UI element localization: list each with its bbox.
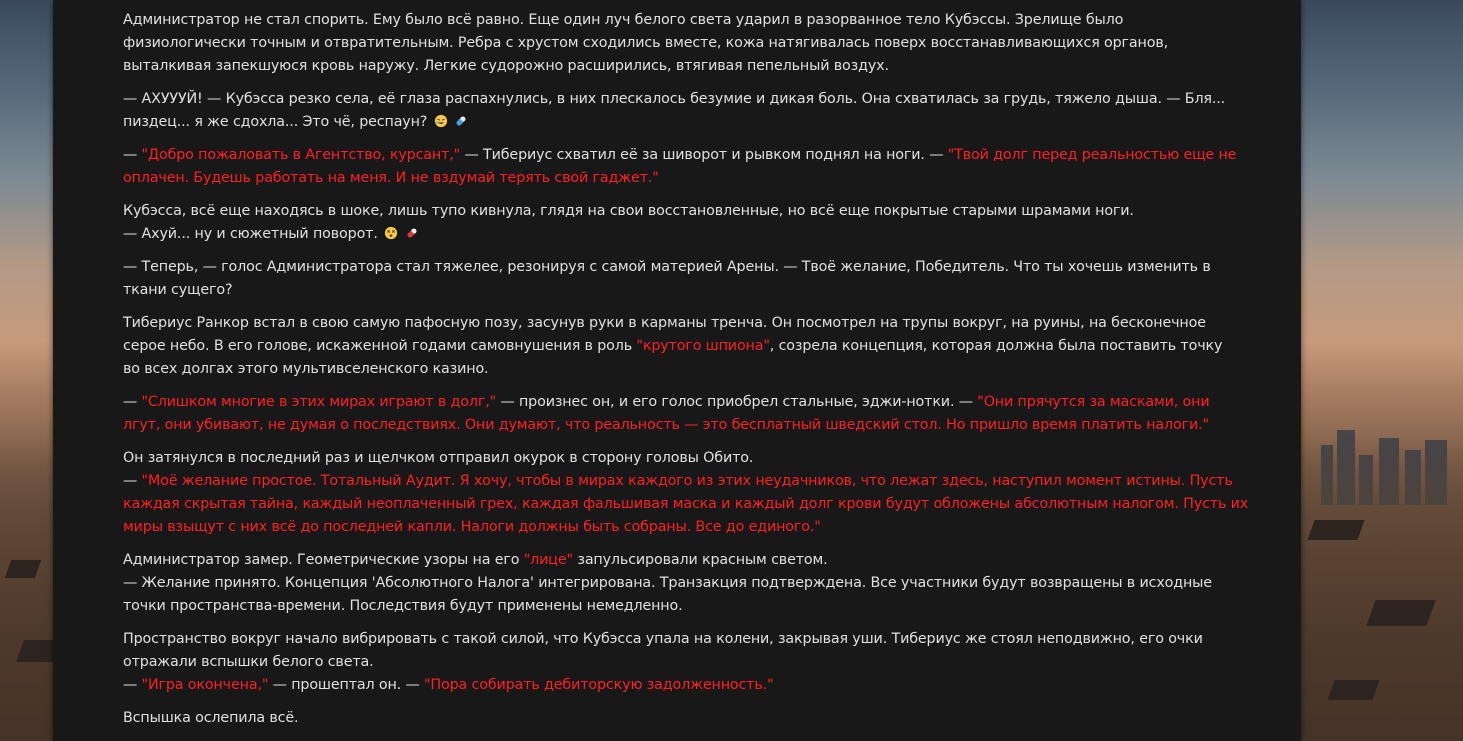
text-line: Кубэсса, всё еще находясь в шоке, лишь тупо кивнула, глядя на свои восстановленные, но всё еще покрытые старыми шрамами ноги. xyxy=(123,203,1134,219)
text-fragment: — xyxy=(123,677,142,693)
quote-text: "Твой долг перед реальностью еще не xyxy=(947,147,1237,163)
text-line: — Желание принято. Концепция 'Абсолютного Налога' интегрирована. Транзакция подтверждена. Все участники будут возвращены в исходные xyxy=(123,575,1212,591)
dizzy-face-emoji-icon xyxy=(384,226,398,240)
text-fragment: серое небо. В его голове, искаженной годами самовнушения в роль xyxy=(123,338,637,354)
quote-text: "Добро пожаловать в Агентство, курсант," xyxy=(141,147,461,163)
text-fragment: — xyxy=(123,473,142,489)
text-fragment: — xyxy=(123,147,142,163)
quote-text: лгут, они убивают, не думая о последствиях. Они думают, что реальность — это бесплатный шведский стол. Но пришло время платить налоги." xyxy=(123,417,1209,433)
quote-text: "Они прячутся за масками, они xyxy=(977,394,1210,410)
text-line: выталкивая запекшуюся кровь наружу. Легкие судорожно расширились, втягивая пепельный воздух. xyxy=(123,58,889,74)
story-panel xyxy=(53,0,1301,741)
text-fragment: запульсировали красным светом. xyxy=(572,552,828,568)
text-line: Вспышка ослепила всё. xyxy=(123,710,299,726)
text-line: — АХУУУЙ! — Кубэсса резко села, её глаза распахнулись, в них плескалось безумие и дикая боль. Она схватилась за грудь, тяжело дыша. — Бля... xyxy=(123,91,1226,107)
text-line xyxy=(123,391,1283,414)
paragraph-2 xyxy=(123,88,1283,134)
quote-text: "Игра окончена," xyxy=(141,677,269,693)
background-scenery-right xyxy=(1301,0,1463,741)
text-line xyxy=(123,223,1283,246)
paragraph-7 xyxy=(123,391,1283,437)
paragraph-6 xyxy=(123,312,1283,381)
quote-text: "Слишком многие в этих мирах играют в долг," xyxy=(141,394,497,410)
paragraph-10 xyxy=(123,628,1283,697)
text-line xyxy=(123,674,1283,697)
paragraph-3 xyxy=(123,144,1283,190)
text-line: Тибериус Ранкор встал в свою самую пафосную позу, засунув руки в карманы тренча. Он посмотрел на трупы вокруг, на руины, на бесконечное xyxy=(123,315,1206,331)
text-line: точки пространства-времени. Последствия будут применены немедленно. xyxy=(123,598,683,614)
text-line: Администратор не стал спорить. Ему было всё равно. Еще один луч белого света ударил в разорванное тело Кубэссы. Зрелище было xyxy=(123,12,1124,28)
text-fragment: — Ахуй... ну и сюжетный поворот. xyxy=(123,226,378,242)
text-line: ткани сущего? xyxy=(123,282,233,298)
ground-left xyxy=(0,441,53,741)
story-text xyxy=(123,9,1283,740)
text-fragment: — Тибериус схватил её за шиворот и рывком поднял на ноги. — xyxy=(460,147,948,163)
rock xyxy=(1366,600,1435,626)
background-scenery-left xyxy=(0,0,53,741)
quote-text: "Моё желание простое. Тотальный Аудит. Я хочу, чтобы в мирах каждого из этих неудачников, что лежат здесь, наступил момент истины. Пусть xyxy=(141,473,1233,489)
ground-right xyxy=(1301,441,1463,741)
text-line: во всех долгах этого мультивселенского казино. xyxy=(123,361,489,377)
paragraph-5 xyxy=(123,256,1283,302)
paragraph-4 xyxy=(123,200,1283,246)
quote-text: каждая скрытая тайна, каждый неоплаченный грех, каждая фальшивая маска и каждый долг крови будут обложены абсолютным налогом. Пусть их xyxy=(123,496,1249,512)
quote-text: "Пора собирать дебиторскую задолженность." xyxy=(424,677,774,693)
quote-text: миры взыщут с них всё до последней капли. Налоги должны быть собраны. Все до единого." xyxy=(123,519,821,535)
paragraph-11 xyxy=(123,707,1283,730)
text-line: Пространство вокруг начало вибрировать с такой силой, что Кубэсса упала на колени, закрывая уши. Тибериус же стоял неподвижно, его очки xyxy=(123,631,1203,647)
text-fragment: Администратор замер. Геометрические узоры на его xyxy=(123,552,524,568)
rock xyxy=(16,640,53,662)
text-fragment: пиздец... я же сдохла... Это чё, респаун? xyxy=(123,114,428,130)
text-line xyxy=(123,144,1283,167)
rock xyxy=(1307,520,1364,540)
quote-text: "лице" xyxy=(523,552,573,568)
paragraph-9 xyxy=(123,549,1283,618)
text-line: — Теперь, — голос Администратора стал тяжелее, резонируя с самой материей Арены. — Твоё желание, Победитель. Что ты хочешь изменить в xyxy=(123,259,1211,275)
rofl-emoji-icon xyxy=(434,114,448,128)
text-line: отражали вспышки белого света. xyxy=(123,654,374,670)
text-fragment: — прошептал он. — xyxy=(268,677,424,693)
paragraph-8 xyxy=(123,447,1283,539)
paragraph-1 xyxy=(123,9,1283,78)
text-fragment: — произнес он, и его голос приобрел стальные, эджи-нотки. — xyxy=(496,394,978,410)
text-line xyxy=(123,111,1283,134)
text-line xyxy=(123,549,1283,572)
text-fragment: , созрела концепция, которая должна была поставить точку xyxy=(769,338,1223,354)
text-line: физиологически точным и отвратительным. Ребра с хрустом сходились вместе, кожа натягивалась поверх восстанавливающихся органов, xyxy=(123,35,1168,51)
text-line xyxy=(123,470,1283,493)
quote-text: оплачен. Будешь работать на меня. И не вздумай терять свой гаджет." xyxy=(123,170,659,186)
text-line xyxy=(123,335,1283,358)
quote-text: "крутого шпиона" xyxy=(636,338,770,354)
pill-emoji-icon xyxy=(454,114,468,128)
text-line: Он затянулся в последний раз и щелчком отправил окурок в сторону головы Обито. xyxy=(123,450,754,466)
pill-emoji-icon xyxy=(405,226,419,240)
text-fragment: — xyxy=(123,394,142,410)
rock xyxy=(1327,680,1379,700)
